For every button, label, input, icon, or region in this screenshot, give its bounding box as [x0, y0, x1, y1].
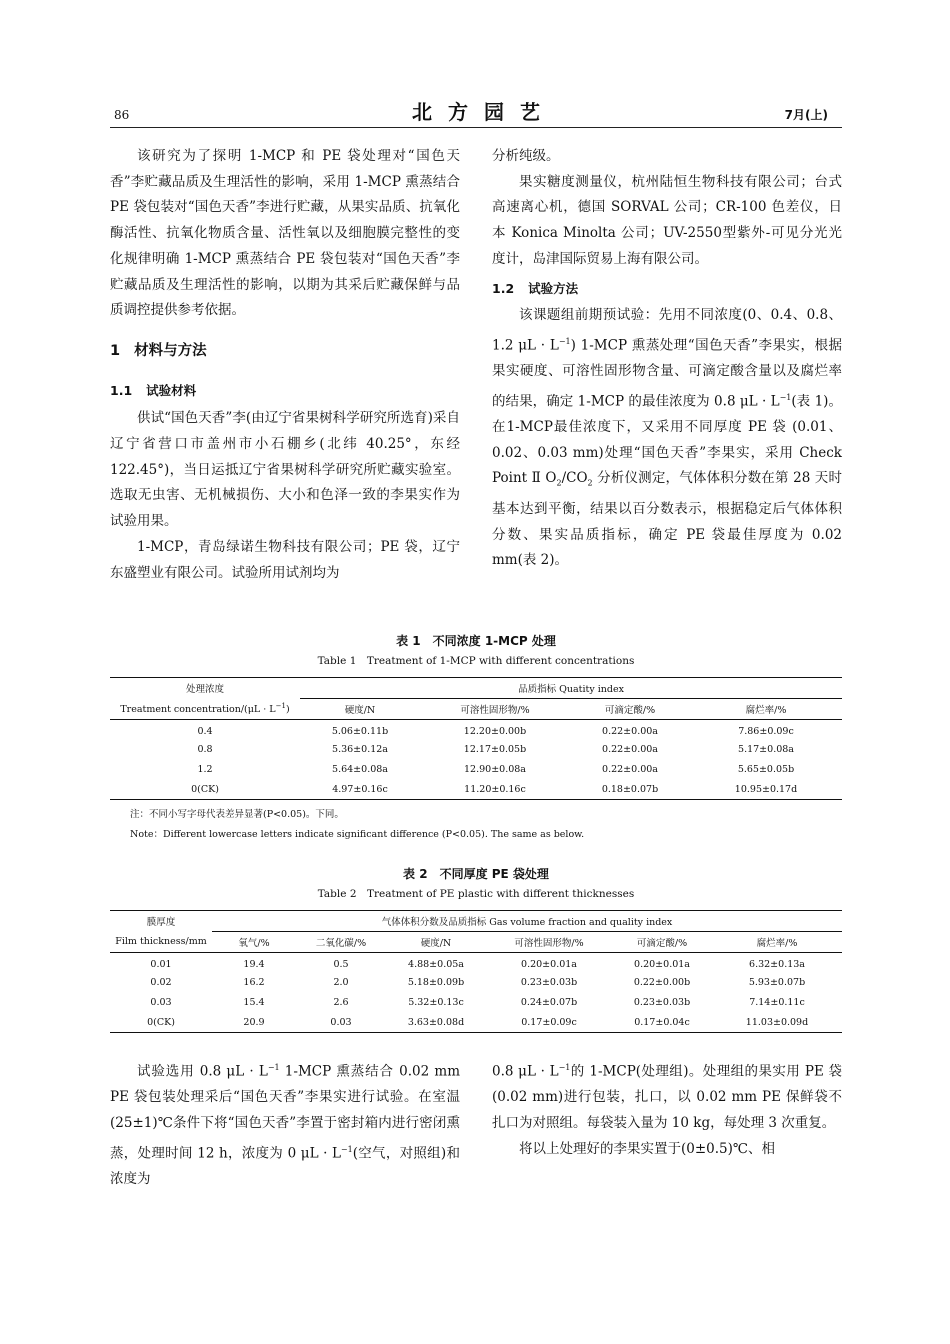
table-2-group-header: 气体体积分数及品质指标 Gas volume fraction and quality index	[212, 911, 842, 932]
table-2-col-header: 硬度/N	[386, 932, 486, 953]
table-2-col-header: 可溶性固形物/%	[486, 932, 612, 953]
table-row: 0.8 5.36±0.12a 12.17±0.05b 0.22±0.00a 5.17±0.08a	[197, 744, 794, 755]
table-1-caption	[110, 631, 842, 671]
table-1-col-header: 可滴定酸/%	[570, 699, 690, 720]
table-2-col-header: 氧气/%	[212, 932, 296, 953]
reagents-paragraph: 1-MCP，青岛绿诺生物科技有限公司；PE 袋，辽宁东盛塑业有限公司。试验所用试剂均为	[110, 538, 460, 581]
table-1-conc-header-cn: 处理浓度	[185, 684, 224, 696]
left-column	[110, 144, 460, 586]
table-2-col-header: 二氧化碳/%	[296, 932, 386, 953]
issue-label: 7月(上)	[784, 108, 828, 122]
table-row: 0.02 16.2 2.0 5.18±0.09b 0.23±0.03b 0.22±0.00b 5.93±0.07b	[150, 977, 806, 988]
table-row: 0.03 15.4 2.6 5.32±0.13c 0.24±0.07b 0.23±0.03b 7.14±0.11c	[150, 997, 805, 1008]
right-column	[492, 144, 842, 574]
bottom-left-column	[110, 1055, 460, 1193]
table-1-conc-header-en: Treatment concentration/(μL · $L^{-1}$)	[110, 699, 300, 720]
intro-paragraph: 该研究为了探明 1-MCP 和 PE 袋处理对“国色天香”李贮藏品质及生理活性的影响，采用 1-MCP 熏蒸结合 PE 袋包装对“国色天香”李进行贮藏，从果实品质、抗氧化酶活性、抗氧化物质含量、活性氧以及细胞膜完整性的变化规律明确 1-MCP 熏蒸结合 PE 袋包装对“国色天香”李贮藏品质及生理活性的影响，以期为其采后贮藏保鲜与品质调控提供参考依据。	[110, 148, 460, 319]
table-row: 0.01 19.4 0.5 4.88±0.05a 0.20±0.01a 0.20±0.01a 6.32±0.13a	[150, 958, 805, 970]
treatment-paragraph: 试验选用 0.8 $\mu L \cdot L^{-1}$ 1-MCP 熏蒸结合 0.02 mm PE 袋包装处理采后“国色天香”李果实进行试验。在室温(25±1)℃条件下将“国色天香”李置于密封箱内进行密闭熏蒸，处理时间 12 h，浓度为 0 $\mu L \cdot L^{-1}$(空气，对照组)和浓度为	[110, 1063, 460, 1187]
table-1-note-cn: 注：不同小写字母代表差异显著(P<0.05)。下同。	[130, 809, 344, 820]
table-2-film-header-en: Film thickness/mm	[110, 932, 212, 953]
table-2-caption	[110, 864, 842, 904]
table-2-film-header-cn: 膜厚度	[146, 917, 176, 929]
table-1-title-en: Table 1 Treatment of 1-MCP with different concentrations	[317, 655, 635, 667]
storage-paragraph: 将以上处理好的李果实置于(0±0.5)℃、相	[519, 1140, 776, 1157]
section-1-title: 材料与方法	[134, 342, 207, 359]
table-1-col-header: 腐烂率/%	[690, 699, 842, 720]
table-row: 0(CK) 4.97±0.16c 11.20±0.16c 0.18±0.07b 10.95±0.17d	[191, 783, 798, 795]
table-1-quality-header: 品质指标 Quatity index	[300, 678, 842, 699]
table-2-title-cn: 表 2 不同厚度 PE 袋处理	[403, 867, 549, 881]
treatment-continued: 0.8 $\mu L \cdot L^{-1}$的 1-MCP(处理组)。处理组的果实用 PE 袋(0.02 mm)进行包装，扎口，以 0.02 mm PE 保鲜袋不扎口为对照组。每袋装入量为 10 kg，每处理 3 次重复。	[492, 1063, 842, 1131]
table-1	[110, 677, 842, 800]
section-1-2-heading	[492, 276, 842, 302]
section-1-2-title: 试验方法	[528, 280, 579, 296]
journal-title: 北方园艺	[412, 100, 556, 124]
method-paragraph: 该课题组前期预试验：先用不同浓度(0、0.4、0.8、1.2 $\mu L \cdot L^{-1}$) 1-MCP 熏蒸处理“国色天香”李果实，根据果实硬度、可溶性固形物含量、可滴定酸含量以及腐烂率的结果，确定 1-MCP 的最佳浓度为 0.8 $\mu L \cdot L^{-1}$(表 1)。在1-MCP最佳浓度下，又采用不同厚度 PE 袋 (0.01、0.02、0.03 mm)处理“国色天香”李果实，采用 Check Point Ⅱ $O_2/CO_2$ 分析仪测定，气体体积分数在第 28 天时基本达到平衡，结果以百分数表示，根据稳定后气体体积分数、果实品质指标，确定 PE 袋最佳厚度为 0.02 mm(表 2)。	[492, 307, 842, 569]
materials-paragraph: 供试“国色天香”李(由辽宁省果树科学研究所选育)采自辽宁省营口市盖州市小石棚乡(北纬 40.25°，东经 122.45°)，当日运抵辽宁省果树科学研究所贮藏实验室。选取无虫害、无机械损伤、大小和色泽一致的李果实作为试验用果。	[110, 410, 460, 530]
continued-text: 分析纯级。	[492, 148, 560, 164]
table-row: 0(CK) 20.9 0.03 3.63±0.08d 0.17±0.09c 0.17±0.04c 11.03±0.09d	[147, 1016, 809, 1028]
section-1-number: 1	[110, 342, 121, 359]
section-1-1-heading	[110, 378, 460, 404]
section-1-heading	[110, 339, 460, 365]
bottom-right-column	[492, 1055, 842, 1162]
table-2	[110, 910, 842, 1033]
table-1-col-header: 可溶性固形物/%	[420, 699, 570, 720]
instruments-paragraph: 果实糖度测量仪，杭州陆恒生物科技有限公司；台式高速离心机，德国 SORVAL 公司；CR-100 色差仪，日本 Konica Minolta 公司；UV-2550型紫外-可见分光光度计，岛津国际贸易上海有限公司。	[492, 173, 842, 267]
section-1-2-number: 1.2	[492, 280, 515, 296]
table-row: 0.4 5.06±0.11b 12.20±0.00b 0.22±0.00a 7.86±0.09c	[197, 725, 794, 737]
table-2-title-en: Table 2 Treatment of PE plastic with different thicknesses	[317, 888, 635, 900]
section-1-1-title: 试验材料	[146, 382, 197, 398]
table-2-col-header: 可滴定酸/%	[612, 932, 712, 953]
section-1-1-number: 1.1	[110, 382, 133, 398]
table-1-note-en: Note：Different lowercase letters indicate significant difference (P<0.05). The same as below.	[130, 829, 585, 840]
table-row: 1.2 5.64±0.08a 12.90±0.08a 0.22±0.00a 5.65±0.05b	[197, 764, 795, 775]
table-1-col-header: 硬度/N	[300, 699, 420, 720]
table-2-col-header: 腐烂率/%	[712, 932, 842, 953]
page-number: 86	[114, 108, 130, 122]
table-1-note	[130, 805, 584, 845]
page-header	[110, 96, 842, 128]
table-1-title-cn: 表 1 不同浓度 1-MCP 处理	[396, 634, 556, 648]
